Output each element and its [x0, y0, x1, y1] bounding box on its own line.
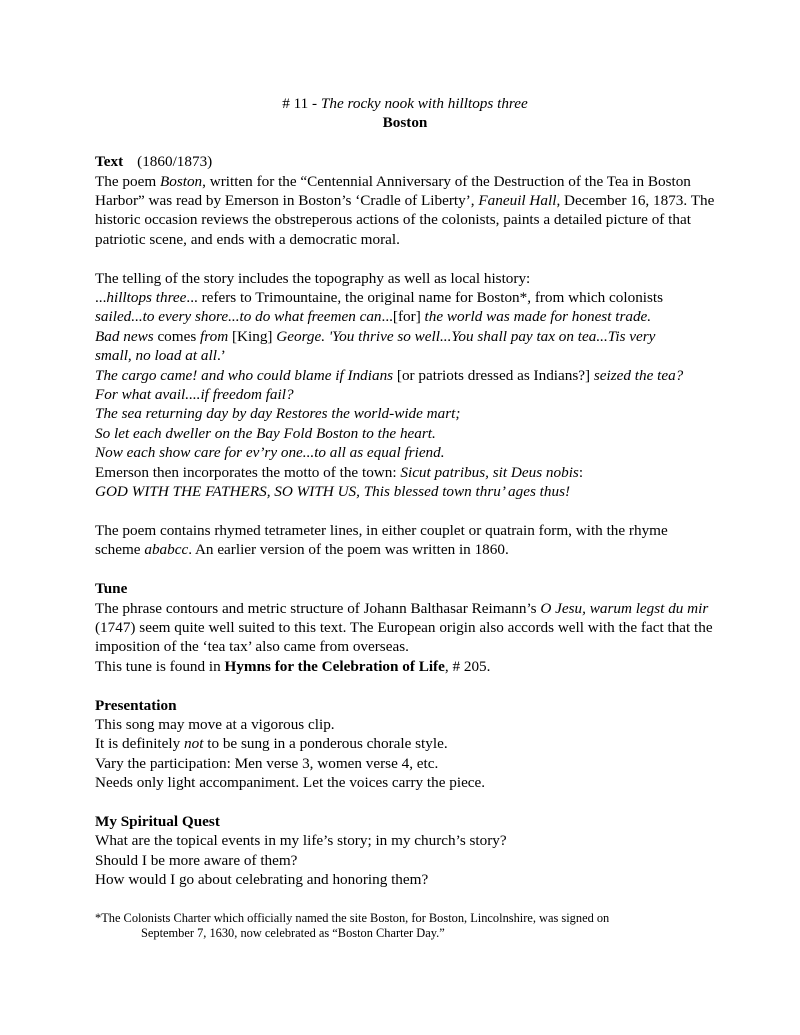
text-run: George. 'You thrive so well...You shall pay tax on tea...Tis very [276, 327, 656, 345]
presentation-heading: Presentation [95, 696, 177, 714]
text-run: the world was made for honest trade. [424, 308, 652, 326]
text-run: : [578, 463, 584, 481]
hymn-number: # 11 - [282, 95, 321, 112]
text-run: not [184, 735, 204, 753]
tune-heading: Tune [95, 580, 128, 598]
text-run: The sea returning day by day Restores the world-wide mart; [95, 405, 461, 423]
text-run: Bad news [95, 327, 154, 345]
text-run: O Jesu, warum legst du mir [540, 599, 709, 617]
text-run: to be sung in a ponderous chorale style. [203, 735, 448, 753]
text-heading-label: Text [95, 153, 124, 171]
text-run: (1747) seem quite well suited to this text. The European origin also accords well with the fact that the imposition of the ‘tea tax’ also came from overseas. [95, 618, 713, 656]
text-run: Boston [159, 172, 203, 190]
text-run: small, no load at all [95, 347, 217, 365]
text-line [95, 463, 715, 482]
document-page [95, 94, 715, 890]
text-line [95, 366, 715, 385]
text-run: The cargo came! and who could blame if Indians [95, 366, 394, 384]
document-title [95, 94, 715, 113]
text-run: .’ [216, 347, 226, 365]
tune-paragraph-2 [95, 657, 715, 676]
text-line [95, 715, 715, 734]
text-run: Vary the participation: Men verse 3, women verse 4, etc. [95, 754, 439, 772]
text-run: The phrase contours and metric structure of Johann Balthasar Reimann’s [95, 599, 541, 617]
text-run: ababcc [144, 541, 189, 559]
text-run: Needs only light accompaniment. Let the voices carry the piece. [95, 774, 486, 792]
text-run: Sicut patribus, sit Deus nobis [400, 463, 579, 481]
text-run: ... refers to Trimountaine, the original name for Boston*, from which colonists [186, 289, 664, 307]
text-line [95, 773, 715, 792]
text-run: , written for the “Centennial Anniversary of the Destruction of the Tea in Boston Harbor” was read by Emerson in Boston’s ‘Cradle of Liberty’, [95, 172, 691, 210]
text-run: sailed...to every shore...to do what freemen can [95, 308, 382, 326]
text-run: Faneuil Hall [478, 192, 557, 210]
footnote [95, 911, 715, 942]
text-line [95, 754, 715, 773]
text-line [95, 734, 715, 753]
text-line [95, 327, 715, 346]
text-run: . An earlier version of the poem was written in 1860. [188, 541, 509, 559]
text-run: [or patriots dressed as Indians?] [393, 366, 594, 384]
text-run: hilltops three [106, 289, 187, 307]
quest-line: How would I go about celebrating and honoring them? [95, 871, 429, 889]
text-run: Hymns for the Celebration of Life [224, 657, 445, 675]
presentation-lines [95, 715, 715, 793]
text-run: ...[for] [381, 308, 425, 326]
text-run: Emerson then incorporates the motto of the town: [95, 463, 401, 481]
text-run: For what avail....if freedom fail? [95, 386, 294, 404]
text-line [95, 288, 715, 307]
text-run: from [200, 327, 229, 345]
text-run: seized the tea? [593, 366, 684, 384]
text-run: The poem contains rhymed tetrameter lines, in either couplet or quatrain form, with the rhyme scheme [95, 521, 668, 559]
quest-line: What are the topical events in my life’s story; in my church’s story? [95, 832, 507, 850]
text-run: This song may move at a vigorous clip. [95, 715, 335, 733]
text-run: [King] [228, 327, 277, 345]
text-run: The telling of the story includes the topography as well as local history: [95, 269, 531, 287]
spiritual-quest-heading: My Spiritual Quest [95, 812, 220, 830]
text-line [95, 404, 715, 423]
text-date: (1860/1873) [137, 153, 213, 171]
text-run: ... [95, 289, 107, 307]
text-paragraph-2 [95, 269, 715, 502]
quest-line: Should I be more aware of them? [95, 851, 298, 869]
text-heading [95, 152, 715, 171]
text-line [95, 482, 715, 501]
text-line [95, 346, 715, 365]
text-run: , December 16, 1873. The historic occasion reviews the obstreperous actions of the colonists, paints a detailed picture of that patriotic scene, and ends with a democratic moral. [95, 192, 715, 248]
tune-paragraph-1 [95, 599, 715, 657]
text-line [95, 269, 715, 288]
text-run: Now each show care for ev’ry one...to all as equal friend. [95, 444, 445, 462]
text-run: So let each dweller on the Bay Fold Boston to the heart. [95, 424, 436, 442]
footnote-line-1: *The Colonists Charter which officially named the site Boston, for Boston, Lincolnshire, was signed on [95, 911, 610, 925]
text-paragraph-1 [95, 172, 715, 250]
text-run: It is definitely [95, 735, 184, 753]
text-paragraph-3 [95, 521, 715, 560]
text-line [95, 443, 715, 462]
text-run: The poem [95, 172, 160, 190]
text-run: This tune is found in [95, 657, 225, 675]
text-line [95, 385, 715, 404]
hymn-subtitle: The rocky nook with hilltops three [320, 95, 528, 112]
text-line [95, 307, 715, 326]
text-run: GOD WITH THE FATHERS, SO WITH US, This blessed town thru’ ages thus! [95, 483, 571, 501]
text-run: comes [153, 327, 201, 345]
text-line [95, 424, 715, 443]
footnote-line-2: September 7, 1630, now celebrated as “Boston Charter Day.” [141, 926, 445, 941]
hymn-name: Boston [382, 114, 428, 132]
text-run: , # 205. [444, 657, 491, 675]
